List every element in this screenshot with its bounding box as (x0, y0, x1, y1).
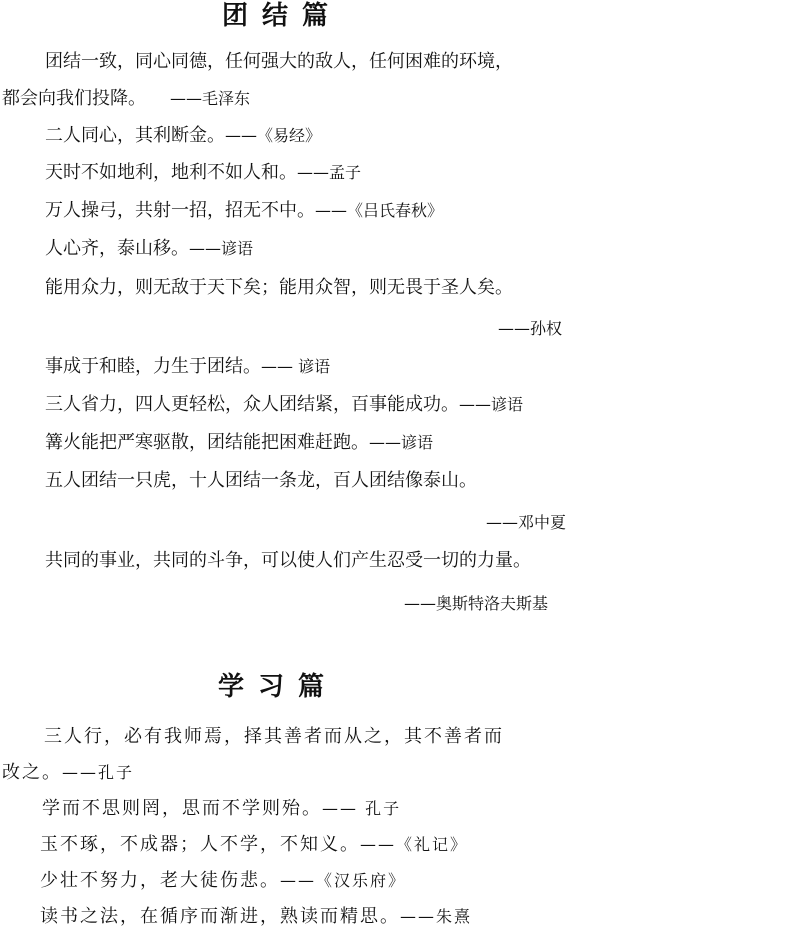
quote-line (45, 164, 361, 182)
quote-line (2, 764, 134, 782)
quote-source: ——《易经》 (225, 126, 322, 145)
quote-line (40, 908, 472, 926)
section-title: 学习篇 (218, 672, 339, 702)
quote-text: 读书之法，在循序而渐进，熟读而精思。 (40, 906, 400, 927)
quote-source: ——谚语 (459, 395, 524, 414)
quote-text: 都会向我们投降。 (2, 88, 146, 109)
quote-text: 人心齐，泰山移。 (45, 238, 189, 259)
quote-text: 二人同心，其利断金。 (45, 125, 225, 146)
quote-line (45, 127, 321, 145)
quote-source: ——《吕氏春秋》 (315, 201, 444, 220)
quote-source: ——孟子 (297, 163, 362, 182)
quote-line (44, 728, 504, 746)
quote-line (40, 836, 468, 854)
quote-source: ——朱熹 (400, 907, 473, 926)
quote-text: 五人团结一只虎，十人团结一条龙，百人团结像泰山。 (45, 470, 477, 491)
quote-text: 少壮不努力，老大徒伤悲。 (40, 870, 280, 891)
quote-source: ——谚语 (369, 433, 434, 452)
quote-text: 万人操弓，共射一招，招无不中。 (45, 200, 315, 221)
quote-text: 学而不思则罔，思而不学则殆。 (42, 798, 322, 819)
quote-text: 三人行，必有我师焉，择其善者而从之，其不善者而 (44, 726, 504, 747)
quote-text: 团结一致，同心同德，任何强大的敌人，任何困难的环境， (45, 51, 513, 72)
quote-line (45, 202, 443, 220)
quote-text: 改之。 (2, 762, 62, 783)
quote-source: ——《礼记》 (360, 835, 469, 854)
quote-text: 篝火能把严寒驱散，团结能把困难赶跑。 (45, 432, 369, 453)
quote-line (45, 240, 253, 258)
quote-source: ——毛泽东 (170, 89, 251, 108)
quote-line (45, 552, 531, 570)
quote-text: 三人省力，四人更轻松，众人团结紧，百事能成功。 (45, 394, 459, 415)
quote-text: 共同的事业，共同的斗争，可以使人们产生忍受一切的力量。 (45, 550, 531, 571)
quote-line (42, 800, 401, 818)
quote-line (45, 434, 433, 452)
quote-source: —— 孔子 (322, 799, 402, 818)
quote-line (45, 279, 513, 297)
quote-line (2, 90, 250, 108)
quote-line (45, 472, 477, 490)
quote-text: 玉不琢，不成器；人不学，不知义。 (40, 834, 360, 855)
section-title: 团结篇 (222, 1, 343, 31)
quote-text: 事成于和睦，力生于团结。 (45, 356, 261, 377)
quote-source: ——孔子 (62, 763, 135, 782)
quote-line (45, 53, 513, 71)
quote-source: —— 谚语 (261, 357, 331, 376)
quote-line (45, 358, 330, 376)
quote-author: ——奥斯特洛夫斯基 (404, 594, 549, 613)
quote-author: ——邓中夏 (486, 513, 567, 532)
quote-text: 天时不如地利，地利不如人和。 (45, 162, 297, 183)
quote-text: 能用众力，则无敌于天下矣；能用众智，则无畏于圣人矣。 (45, 277, 513, 298)
quote-source: ——谚语 (189, 239, 254, 258)
quote-author: ——孙权 (498, 319, 563, 338)
quote-source: ——《汉乐府》 (280, 871, 407, 890)
quote-line (45, 396, 523, 414)
quote-line (40, 872, 406, 890)
